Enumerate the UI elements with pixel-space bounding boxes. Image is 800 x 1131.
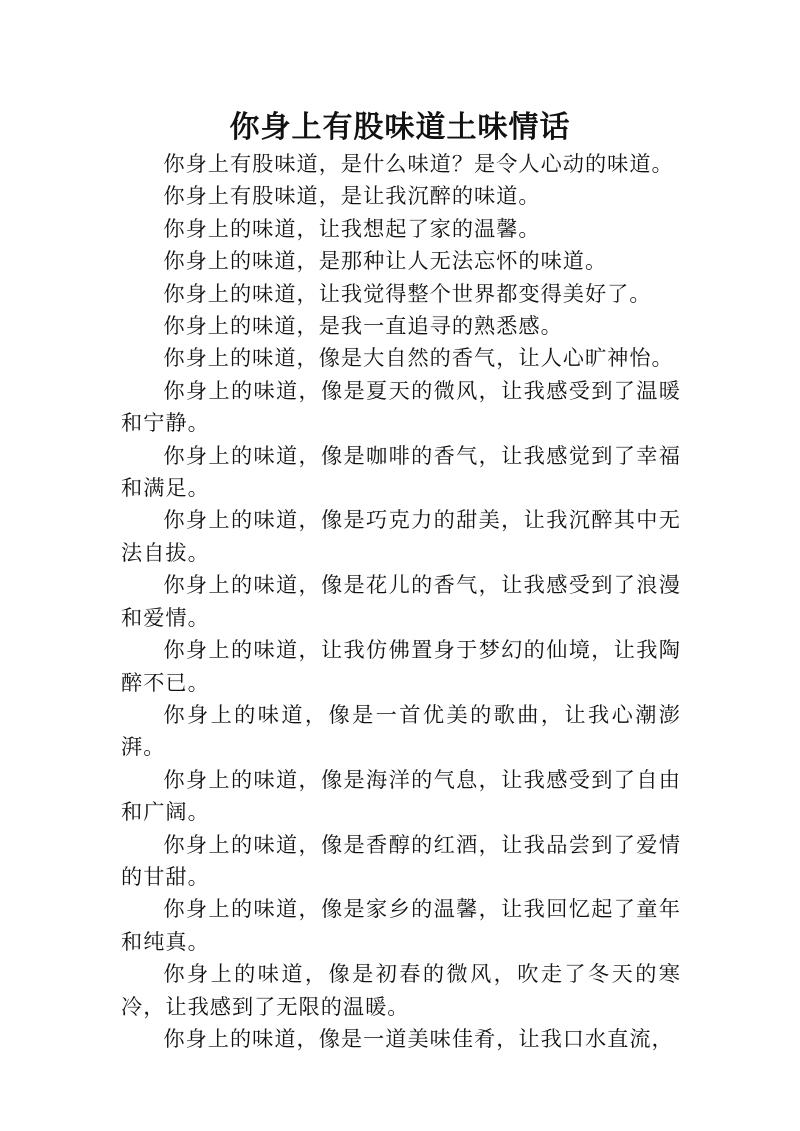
paragraph: 你身上的味道，像是香醇的红酒，让我品尝到了爱情的甘甜。 — [121, 831, 681, 889]
paragraph: 你身上的味道，像是家乡的温馨，让我回忆起了童年和纯真。 — [121, 896, 681, 954]
paragraph: 你身上的味道，像是一道美味佳肴，让我口水直流， — [163, 1025, 674, 1051]
document-title: 你身上有股味道土味情话 — [229, 110, 571, 145]
paragraph: 你身上的味道，像是花儿的香气，让我感受到了浪漫和爱情。 — [121, 572, 681, 630]
paragraph: 你身上的味道，像是巧克力的甜美，让我沉醉其中无法自拔。 — [121, 507, 681, 565]
paragraph: 你身上的味道，像是夏天的微风，让我感受到了温暖和宁静。 — [121, 377, 681, 436]
paragraph: 你身上的味道，是我一直追寻的熟悉感。 — [163, 313, 563, 339]
paragraph: 你身上的味道，让我觉得整个世界都变得美好了。 — [163, 280, 652, 306]
paragraph: 你身上的味道，像是咖啡的香气，让我感觉到了幸福和满足。 — [121, 442, 681, 501]
paragraph: 你身上的味道，像是初春的微风，吹走了冬天的寒冷，让我感到了无限的温暖。 — [121, 961, 681, 1019]
paragraph: 你身上有股味道，是什么味道？是令人心动的味道。 — [163, 151, 674, 176]
paragraph: 你身上的味道，让我想起了家的温馨。 — [163, 215, 541, 241]
paragraph: 你身上的味道，是那种让人无法忘怀的味道。 — [163, 248, 608, 274]
paragraph: 你身上的味道，让我仿佛置身于梦幻的仙境，让我陶醉不已。 — [121, 637, 681, 695]
paragraph: 你身上有股味道，是让我沉醉的味道。 — [163, 183, 541, 209]
paragraph: 你身上的味道，像是一首优美的歌曲，让我心潮澎湃。 — [121, 701, 681, 760]
paragraph: 你身上的味道，像是大自然的香气，让人心旷神怡。 — [163, 345, 674, 371]
document-body — [121, 148, 681, 1055]
paragraph: 你身上的味道，像是海洋的气息，让我感受到了自由和广阔。 — [121, 766, 681, 825]
